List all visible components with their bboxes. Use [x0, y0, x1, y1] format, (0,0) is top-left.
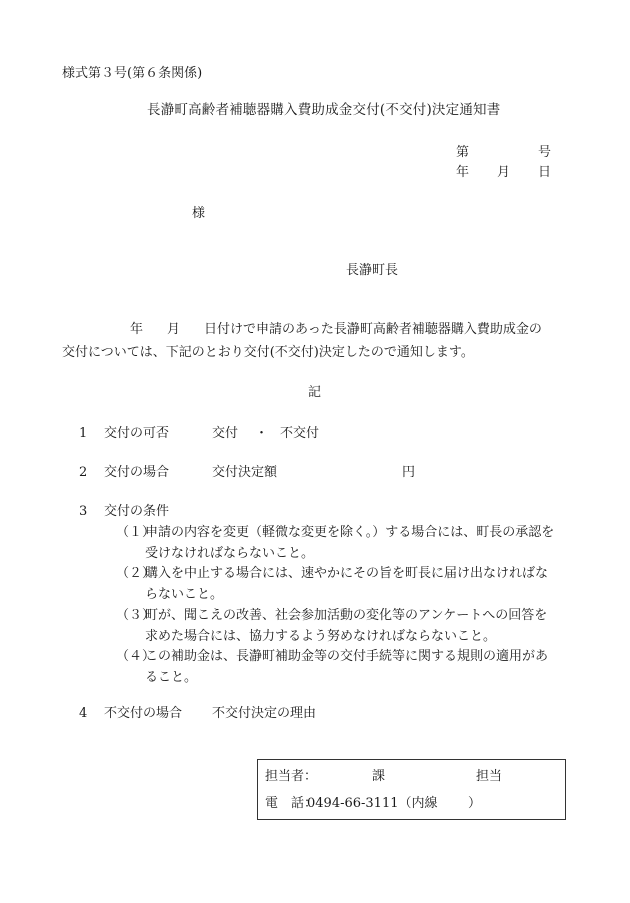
contact-extension-suffix: ）	[468, 796, 482, 811]
item-1-option-grant: 交付	[212, 426, 239, 441]
issuer-name: 長瀞町長	[346, 263, 399, 278]
form-number: 様式第３号(第６条関係)	[62, 66, 203, 81]
body-paragraph-line-2: 交付については、下記のとおり交付(不交付)決定したので通知します。	[62, 345, 474, 360]
contact-department-suffix: 課	[372, 769, 386, 784]
condition-4-line-1: この補助金は、長瀞町補助金等の交付手続等に関する規則の適用があ	[145, 649, 549, 664]
ki-heading: 記	[308, 385, 322, 400]
condition-3-number: （３）	[116, 608, 156, 623]
condition-4-line-2: ること。	[145, 670, 198, 685]
date-year-label: 年	[456, 165, 470, 180]
item-2-yen-unit: 円	[402, 465, 416, 480]
item-2-label: 交付の場合	[104, 465, 170, 480]
item-1-separator: ・	[255, 426, 269, 441]
condition-3-line-1: 町が、聞こえの改善、社会参加活動の変化等のアンケートへの回答を	[145, 608, 548, 623]
item-3-number: 3	[79, 504, 88, 519]
condition-2-line-1: 購入を中止する場合には、速やかにその旨を町長に届け出なければな	[145, 566, 549, 581]
contact-role-suffix: 担当	[476, 769, 503, 784]
item-3-label: 交付の条件	[104, 504, 170, 519]
item-1-label: 交付の可否	[104, 426, 170, 441]
body-paragraph-line-1	[62, 323, 542, 336]
date-day-label: 日	[538, 165, 552, 180]
item-2-amount-label: 交付決定額	[212, 465, 278, 480]
item-1-option-nongrant: 不交付	[280, 426, 320, 441]
condition-1-line-2: 受けなければならないこと。	[145, 546, 315, 561]
item-4-reason-label: 不交付決定の理由	[212, 706, 317, 721]
document-title: 長瀞町高齢者補聴器購入費助成金交付(不交付)決定通知書	[147, 102, 501, 118]
body-year-label: 年	[130, 322, 144, 337]
issue-number-suffix: 号	[538, 145, 552, 160]
condition-2-line-2: らないこと。	[145, 587, 224, 602]
issue-number-prefix: 第	[456, 145, 470, 160]
condition-3-line-2: 求めた場合には、協力するよう努めなければならないこと。	[145, 629, 497, 644]
contact-person-label: 担当者：	[265, 769, 318, 784]
condition-1-line-1: 申請の内容を変更（軽微な変更を除く。）する場合には、町長の承認を	[145, 525, 555, 540]
item-4-label: 不交付の場合	[104, 706, 183, 721]
condition-2-number: （２）	[116, 566, 156, 581]
item-4-number: 4	[79, 706, 88, 721]
date-month-label: 月	[497, 165, 511, 180]
contact-phone-label: 電 話：	[265, 796, 318, 811]
contact-phone-value: 0494-66-3111（内線	[307, 796, 438, 811]
recipient-honorific: 様	[192, 206, 206, 221]
item-2-number: 2	[79, 465, 88, 480]
body-line-1-text: 日付けで申請のあった長瀞町高齢者補聴器購入費助成金の	[204, 322, 542, 337]
condition-1-number: （１）	[116, 525, 156, 540]
condition-4-number: （４）	[116, 649, 156, 664]
item-1-number: 1	[79, 426, 88, 441]
body-month-label: 月	[167, 322, 181, 337]
